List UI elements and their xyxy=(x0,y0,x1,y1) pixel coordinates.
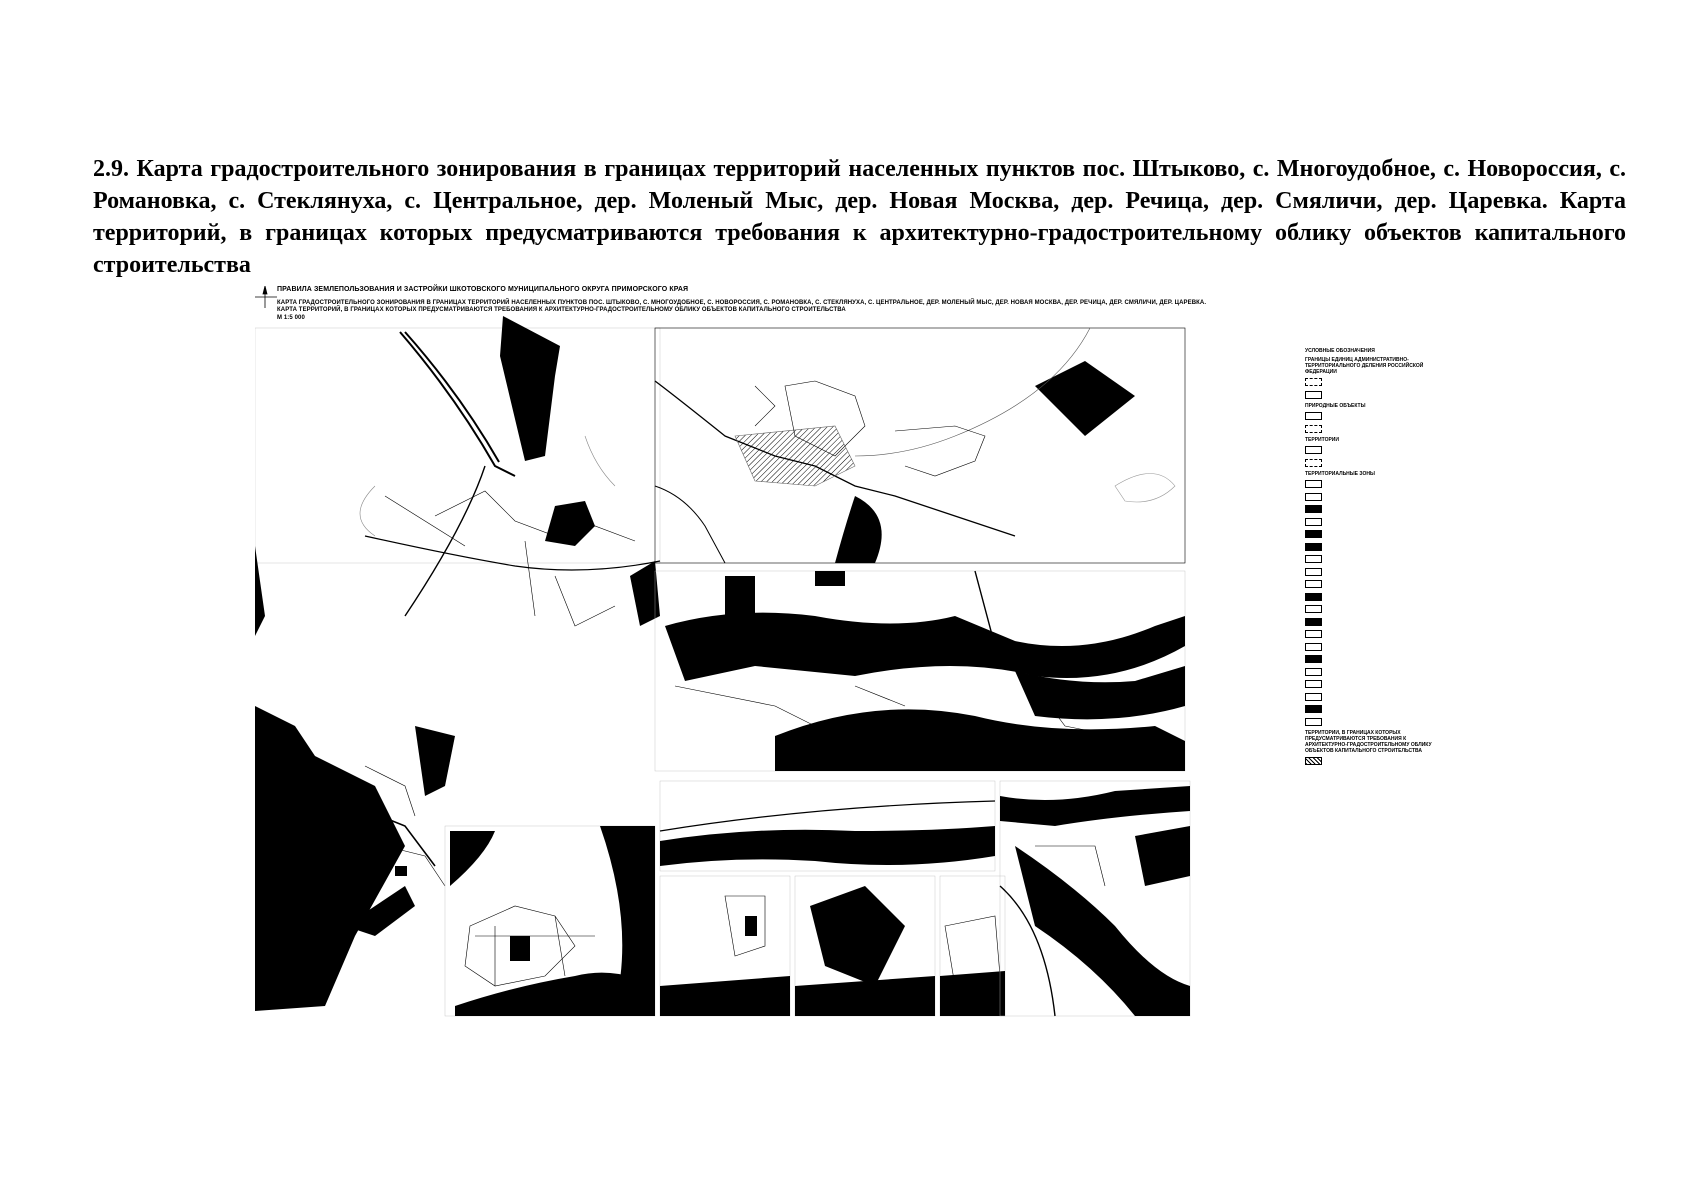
legend-row xyxy=(1305,391,1440,399)
map-panel-2 xyxy=(655,328,1185,563)
zoning-map-drawing xyxy=(255,286,1435,1118)
legend-row xyxy=(1305,705,1440,713)
legend-swatch xyxy=(1305,555,1322,563)
legend-row xyxy=(1305,605,1440,613)
legend-swatch xyxy=(1305,680,1322,688)
legend-row xyxy=(1305,446,1440,454)
legend-swatch xyxy=(1305,757,1322,765)
legend-row xyxy=(1305,643,1440,651)
legend-row xyxy=(1305,655,1440,663)
legend-swatch xyxy=(1305,505,1322,513)
legend-row xyxy=(1305,618,1440,626)
legend-swatch xyxy=(1305,425,1322,433)
map-subtitle-line-1: КАРТА ГРАДОСТРОИТЕЛЬНОГО ЗОНИРОВАНИЯ В ГРАНИЦАХ ТЕРРИТОРИЙ НАСЕЛЕННЫХ ПУНКТОВ ПОС. ШТЫКОВО, С. МНОГОУДОБНОЕ, С. НОВОРОССИЯ, С. РОМАНОВКА, С. СТЕКЛЯНУХА, С. ЦЕНТРАЛЬНОЕ, ДЕР. МОЛЕНЫЙ МЫС, ДЕР. НОВАЯ МОСКВА, ДЕР. РЕЧИЦА, ДЕР. СМЯЛИЧИ, ДЕР. ЦАРЕВКА. xyxy=(277,300,1207,306)
legend-row xyxy=(1305,555,1440,563)
legend-row xyxy=(1305,568,1440,576)
legend-row xyxy=(1305,378,1440,386)
legend-row xyxy=(1305,412,1440,420)
north-arrow-icon xyxy=(255,286,277,308)
map-panel-6 xyxy=(660,781,1005,1016)
legend-swatch xyxy=(1305,643,1322,651)
legend-title: УСЛОВНЫЕ ОБОЗНАЧЕНИЯ xyxy=(1305,348,1375,354)
legend-section-requirements: ТЕРРИТОРИИ, В ГРАНИЦАХ КОТОРЫХ ПРЕДУСМАТРИВАЮТСЯ ТРЕБОВАНИЯ К АРХИТЕКТУРНО-ГРАДОСТРОИТЕЛЬНОМУ ОБЛИКУ ОБЪЕКТОВ КАПИТАЛЬНОГО СТРОИТЕЛЬСТВА xyxy=(1305,730,1432,754)
legend-swatch xyxy=(1305,605,1322,613)
legend-row xyxy=(1305,459,1440,467)
legend-row xyxy=(1305,425,1440,433)
legend-row xyxy=(1305,718,1440,726)
legend-swatch xyxy=(1305,568,1322,576)
legend-row xyxy=(1305,680,1440,688)
document-heading: 2.9. Карта градостроительного зонирования в границах территорий населенных пунктов пос. Штыково, с. Многоудобное, с. Новороссия, с. Романовка, с. Стеклянуха, с. Центральное, дер. Моленый Мыс, дер. Новая Москва, дер. Речица, дер. Смяличи, дер. Царевка. Карта территорий, в границах которых предусматриваются требования к архитектурно-градостроительному облику объектов капитального строительства xyxy=(93,156,1626,278)
legend-row xyxy=(1305,580,1440,588)
legend-swatch xyxy=(1305,480,1322,488)
legend-section-nature: ПРИРОДНЫЕ ОБЪЕКТЫ xyxy=(1305,403,1366,409)
legend-swatch xyxy=(1305,618,1322,626)
legend-section-territories: ТЕРРИТОРИИ xyxy=(1305,437,1339,443)
legend-swatch xyxy=(1305,693,1322,701)
legend-swatch xyxy=(1305,378,1322,386)
legend-row xyxy=(1305,480,1440,488)
legend-swatch xyxy=(1305,493,1322,501)
map-scale: М 1:5 000 xyxy=(277,315,305,321)
map-panel-5 xyxy=(445,826,655,1016)
legend-swatch xyxy=(1305,705,1322,713)
legend-row xyxy=(1305,543,1440,551)
legend-row xyxy=(1305,693,1440,701)
map-header xyxy=(277,286,1277,322)
legend-swatch xyxy=(1305,530,1322,538)
legend-row xyxy=(1305,518,1440,526)
legend-row xyxy=(1305,593,1440,601)
legend-swatch xyxy=(1305,518,1322,526)
legend-row xyxy=(1305,630,1440,638)
map-title: ПРАВИЛА ЗЕМЛЕПОЛЬЗОВАНИЯ И ЗАСТРОЙКИ ШКОТОВСКОГО МУНИЦИПАЛЬНОГО ОКРУГА ПРИМОРСКОГО КРАЯ xyxy=(277,286,689,293)
zoning-map-sheet xyxy=(255,286,1435,1118)
legend-swatch xyxy=(1305,446,1322,454)
map-subtitle-line-2: КАРТА ТЕРРИТОРИЙ, В ГРАНИЦАХ КОТОРЫХ ПРЕДУСМАТРИВАЮТСЯ ТРЕБОВАНИЯ К АРХИТЕКТУРНО-ГРАДОСТРОИТЕЛЬНОМУ ОБЛИКУ ОБЪЕКТОВ КАПИТАЛЬНОГО СТРОИТЕЛЬСТВА xyxy=(277,307,846,313)
legend-row xyxy=(1305,530,1440,538)
map-panel-7 xyxy=(1000,781,1190,1016)
legend-swatch xyxy=(1305,630,1322,638)
legend-swatch xyxy=(1305,593,1322,601)
legend-row xyxy=(1305,493,1440,501)
map-legend xyxy=(1305,346,1440,770)
legend-row xyxy=(1305,757,1440,765)
legend-swatch xyxy=(1305,655,1322,663)
map-panel-4 xyxy=(255,706,455,1011)
legend-swatch xyxy=(1305,459,1322,467)
legend-swatch xyxy=(1305,412,1322,420)
legend-swatch xyxy=(1305,580,1322,588)
legend-row xyxy=(1305,505,1440,513)
legend-section-zones: ТЕРРИТОРИАЛЬНЫЕ ЗОНЫ xyxy=(1305,471,1375,477)
legend-swatch xyxy=(1305,668,1322,676)
legend-swatch xyxy=(1305,718,1322,726)
legend-swatch xyxy=(1305,391,1322,399)
map-panel-1 xyxy=(255,316,660,636)
legend-swatch xyxy=(1305,543,1322,551)
legend-row xyxy=(1305,668,1440,676)
legend-section-borders: ГРАНИЦЫ ЕДИНИЦ АДМИНИСТРАТИВНО-ТЕРРИТОРИАЛЬНОГО ДЕЛЕНИЯ РОССИЙСКОЙ ФЕДЕРАЦИИ xyxy=(1305,357,1424,375)
map-panel-3 xyxy=(655,571,1185,771)
